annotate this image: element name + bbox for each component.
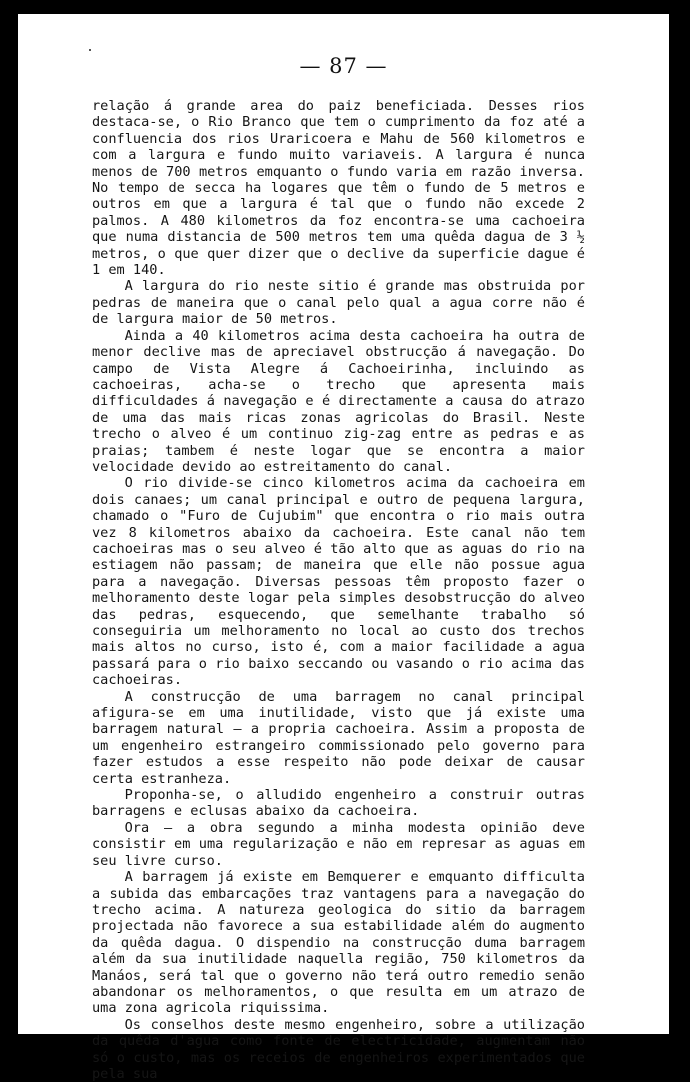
print-speck (89, 49, 91, 51)
paragraph: Proponha-se, o alludido engenheiro a construir outras barragens e eclusas abaixo da cachoeira. (92, 787, 585, 820)
paragraph: Ora — a obra segundo a minha modesta opinião deve consistir em uma regularização e não em represar as aguas em seu livre curso. (92, 819, 585, 869)
paragraph: A construcção de uma barragem no canal principal afigura-se em uma inutilidade, visto que já existe uma barragem natural — a propria cachoeira. Assim a proposta de um engenheiro estrangeiro commissionado pelo governo para fazer estudos a esse respeito não pode deixar de causar certa estranheza. (92, 688, 585, 787)
paragraph: Ainda a 40 kilometros acima desta cachoeira ha outra de menor declive mas de apreciavel obstrucção á navegação. Do campo de Vista Alegre á Cachoeirinha, incluindo as cachoeiras, acha-se o trecho que apresenta mais difficuldades á navegação e é directamente a causa do atrazo de uma das mais ricas zonas agricolas do Brasil. Neste trecho o alveo é um continuo zig-zag entre as pedras e as praias; tambem é neste logar que se encontra a maior velocidade devido ao estreitamento do canal. (92, 327, 585, 475)
document-page (18, 14, 669, 1082)
paragraph: Os conselhos deste mesmo engenheiro, sobre a utilização da quêda d'agua como fonte de electricidade, augmentam não só o custo, mas os receios de engenheiros experimentados que pela sua (92, 1016, 585, 1082)
paragraph: relação á grande area do paiz beneficiada. Desses rios destaca-se, o Rio Branco que tem o cumprimento da foz até a confluencia dos rios Uraricoera e Mahu de 560 kilometros e com a largura e fundo muito variaveis. A largura é nunca menos de 700 metros emquanto o fundo varia em razão inversa. No tempo de secca ha logares que têm o fundo de 5 metros e outros em que a largura é tal que o fundo não excede 2 palmos. A 480 kilometros da foz encontra-se uma cachoeira que numa distancia de 500 metros tem uma quêda dagua de 3 ½ metros, o que quer dizer que o declive da superficie dague é 1 em 140. (92, 98, 585, 279)
page-number: — 87 — (299, 54, 388, 78)
paragraph: A barragem já existe em Bemquerer e emquanto difficulta a subida das embarcações traz vantagens para a navegação do trecho acima. A natureza geologica do sitio da barragem projectada não favorece a sua estabilidade além do augmento da quêda dagua. O dispendio na construcção duma barragem além da sua inutilidade naquella região, 750 kilometros da Manáos, será tal que o governo não terá outro remedio senão abandonar os melhoramentos, o que resulta em um atrazo de uma zona agricola riquissima. (92, 869, 585, 1017)
paragraph: A largura do rio neste sitio é grande mas obstruida por pedras de maneira que o canal pelo qual a agua corre não é de largura maior de 50 metros. (92, 278, 585, 328)
paragraph: O rio divide-se cinco kilometros acima da cachoeira em dois canaes; um canal principal e outro de pequena largura, chamado o "Furo de Cujubim" que encontra o rio mais outra vez 8 kilometros abaixo da cachoeira. Este canal não tem cachoeiras mas o seu alveo é tão alto que as aguas do rio na estiagem não passam; de maneira que elle não possue agua para a navegação. Diversas pessoas têm proposto fazer o melhoramento deste logar pela simples desobstrucção do alveo das pedras, esquecendo, que semelhante trabalho só conseguiria um melhoramento no local ao custo dos trechos mais altos no curso, isto é, com a maior facilidade a agua passará para o rio baixo seccando ou vasando o rio acima das cachoeiras. (92, 475, 585, 689)
body-text (92, 98, 585, 1082)
